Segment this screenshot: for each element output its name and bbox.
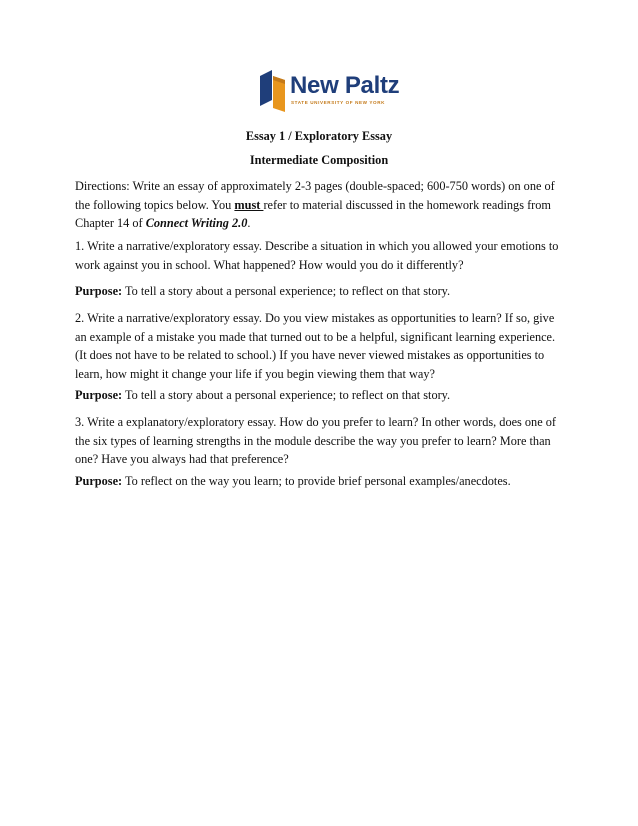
purpose-label: Purpose:: [75, 388, 123, 402]
topic-2-purpose: [75, 386, 565, 405]
purpose-label: Purpose:: [75, 284, 123, 298]
topic-1-prompt: 1. Write a narrative/exploratory essay. Describe a situation in which you allowed your emotions to work against you in school. What happened? How would you do it differently?: [75, 239, 559, 272]
logo-subtitle: STATE UNIVERSITY OF NEW YORK: [291, 100, 386, 105]
directions-text-3: .: [247, 216, 251, 230]
directions-text-2: refer to material discussed in the homework readings from Chapter 14 of: [75, 197, 551, 230]
new-paltz-logo: [258, 70, 400, 114]
directions-emphasis: must: [234, 197, 264, 212]
topic-2-prompt: 2. Write a narrative/exploratory essay. Do you view mistakes as opportunities to learn? If so, give an example of a mistake you made that turned out to be a helpful, significant learning experience. (It does not have to be related to school.) If you have never viewed mistakes as opportunities to learn, how might it change your life if you begin viewing them that way?: [75, 311, 556, 381]
purpose-label: Purpose:: [75, 474, 123, 488]
book-title: Connect Writing 2.0: [145, 216, 248, 230]
page-title: Essay 1 / Exploratory Essay: [245, 129, 393, 143]
logo-wordmark: New Paltz: [290, 72, 400, 99]
directions-text: Directions: Write an essay of approximately 2-3 pages (double-spaced; 600-750 words) on one of the following topics below. You: [75, 179, 555, 212]
topic-3-purpose: [75, 472, 565, 491]
topic-3-prompt: 3. Write a explanatory/exploratory essay. How do you prefer to learn? In other words, does one of the six types of learning strengths in the module describe the way you prefer to learn? More than one? Have you always had that preference?: [75, 415, 556, 466]
purpose-text: To tell a story about a personal experience; to reflect on that story.: [122, 284, 451, 298]
topic-1-purpose: [75, 282, 565, 301]
purpose-text: To reflect on the way you learn; to provide brief personal examples/anecdotes.: [122, 474, 511, 488]
page-subtitle: Intermediate Composition: [249, 153, 389, 167]
directions-paragraph: [75, 177, 565, 233]
new-paltz-emblem-icon: [258, 70, 288, 112]
purpose-text: To tell a story about a personal experience; to reflect on that story.: [122, 388, 451, 402]
